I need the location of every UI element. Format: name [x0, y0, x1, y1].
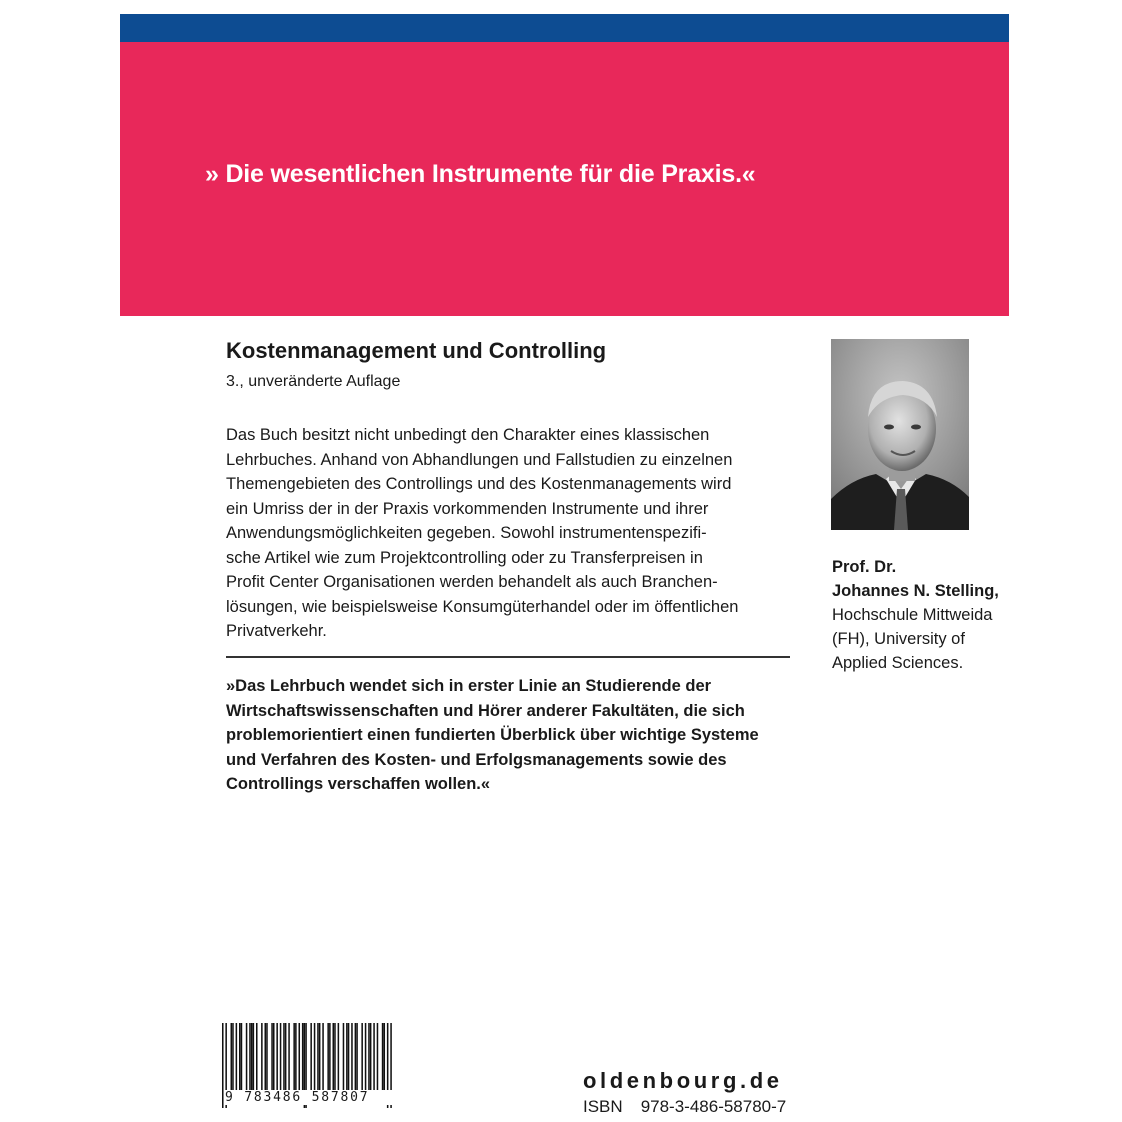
blue-header-strip	[120, 14, 1009, 42]
barcode-bar	[271, 1023, 273, 1093]
barcode-bar	[310, 1023, 312, 1093]
book-edition: 3., unveränderte Auflage	[226, 373, 401, 390]
section-divider	[226, 656, 790, 658]
barcode-bar	[368, 1023, 370, 1093]
isbn-number: 978-3-486-58780-7	[640, 1097, 787, 1116]
barcode-bar	[280, 1023, 282, 1093]
author-title: Prof. Dr.	[832, 558, 897, 576]
publisher-url: oldenbourg.de	[583, 1068, 783, 1093]
description-line: ein Umriss der in der Praxis vorkommenden Instrumente und ihrer	[226, 499, 709, 518]
barcode-bar	[322, 1023, 324, 1093]
barcode-bar	[251, 1023, 253, 1093]
quote-line: »Das Lehrbuch wendet sich in erster Linie an Studierende der	[226, 677, 712, 695]
barcode-bar	[239, 1023, 241, 1093]
barcode-bar	[361, 1023, 363, 1093]
description-line: lösungen, wie beispielsweise Konsumgüterhandel oder im öffentlichen	[226, 597, 739, 616]
barcode-bar	[338, 1023, 340, 1093]
barcode-bar	[246, 1023, 248, 1093]
barcode-bar	[365, 1023, 367, 1093]
author-affiliation-line: (FH), University of	[832, 630, 965, 648]
description-line: Anwendungsmöglichkeiten gegeben. Sowohl instrumentenspezifi-	[226, 524, 707, 542]
barcode-bar	[231, 1023, 233, 1093]
barcode-bar	[356, 1023, 358, 1093]
barcode-bar	[295, 1023, 297, 1093]
barcode-bar	[276, 1023, 278, 1093]
isbn-label: ISBN	[583, 1097, 623, 1116]
barcode-bar	[346, 1023, 348, 1093]
barcode-bar	[299, 1023, 301, 1093]
barcode-digits: 9 783486 587807	[225, 1090, 395, 1105]
barcode-bar	[355, 1023, 357, 1093]
barcode-bar	[253, 1023, 255, 1093]
author-name: Johannes N. Stelling,	[832, 582, 999, 600]
banner-slogan: » Die wesentlichen Instrumente für die Praxis.«	[205, 160, 756, 188]
author-affiliation-line: Hochschule Mittweida	[832, 606, 993, 624]
description-line: Lehrbuches. Anhand von Abhandlungen und Fallstudien zu einzelnen	[226, 450, 733, 469]
author-info	[832, 555, 1032, 675]
barcode-bar	[273, 1023, 275, 1093]
description-line: Themengebieten des Controllings und des Kostenmanagements wird	[226, 475, 732, 493]
isbn-line	[583, 1097, 786, 1117]
book-description	[226, 423, 796, 644]
review-quote	[226, 674, 796, 797]
quote-line: Wirtschaftswissenschaften und Hörer anderer Fakultäten, die sich	[226, 701, 745, 720]
book-title: Kostenmanagement und Controlling	[226, 338, 607, 363]
author-portrait	[831, 339, 969, 530]
barcode-bar	[293, 1023, 295, 1093]
barcode-bar	[236, 1023, 238, 1093]
barcode-bar	[256, 1023, 258, 1093]
barcode-bar	[302, 1023, 304, 1093]
barcode-bar	[333, 1023, 335, 1093]
barcode-bar	[343, 1023, 345, 1093]
barcode-bar	[288, 1023, 290, 1093]
description-line: Das Buch besitzt nicht unbedingt den Charakter eines klassischen	[226, 426, 710, 444]
barcode-bar	[317, 1023, 319, 1093]
quote-line: und Verfahren des Kosten- und Erfolgsmanagements sowie des	[226, 750, 727, 769]
barcode-bar	[232, 1023, 234, 1093]
barcode-bar	[285, 1023, 287, 1093]
barcode-bar	[377, 1023, 379, 1093]
barcode-bar	[348, 1023, 350, 1093]
barcode-bar	[384, 1023, 386, 1093]
description-line: Profit Center Organisationen werden behandelt als auch Branchen-	[226, 573, 718, 591]
barcode-bar	[314, 1023, 316, 1093]
barcode-bar	[249, 1023, 251, 1093]
barcode-bar	[382, 1023, 384, 1093]
barcode-bar	[327, 1023, 329, 1093]
barcode-bar	[351, 1023, 353, 1093]
quote-line: problemorientiert einen fundierten Überblick über wichtige Systeme	[226, 726, 759, 744]
barcode-bar	[370, 1023, 372, 1093]
barcode-bar	[373, 1023, 375, 1093]
quote-line: Controllings verschaffen wollen.«	[226, 775, 491, 793]
description-line: Privatverkehr.	[226, 622, 327, 640]
description-line: sche Artikel wie zum Projektcontrolling oder zu Transferpreisen in	[226, 548, 703, 567]
barcode-bar	[319, 1023, 321, 1093]
barcode-bar	[283, 1023, 285, 1093]
barcode-bar	[266, 1023, 268, 1093]
author-affiliation-line: Applied Sciences.	[832, 654, 964, 672]
barcode-bar	[265, 1023, 267, 1093]
barcode-bar	[222, 1023, 224, 1108]
barcode-bar	[329, 1023, 331, 1093]
barcode-bar	[261, 1023, 263, 1093]
barcode-bar	[241, 1023, 243, 1093]
barcode-bar	[334, 1023, 336, 1093]
